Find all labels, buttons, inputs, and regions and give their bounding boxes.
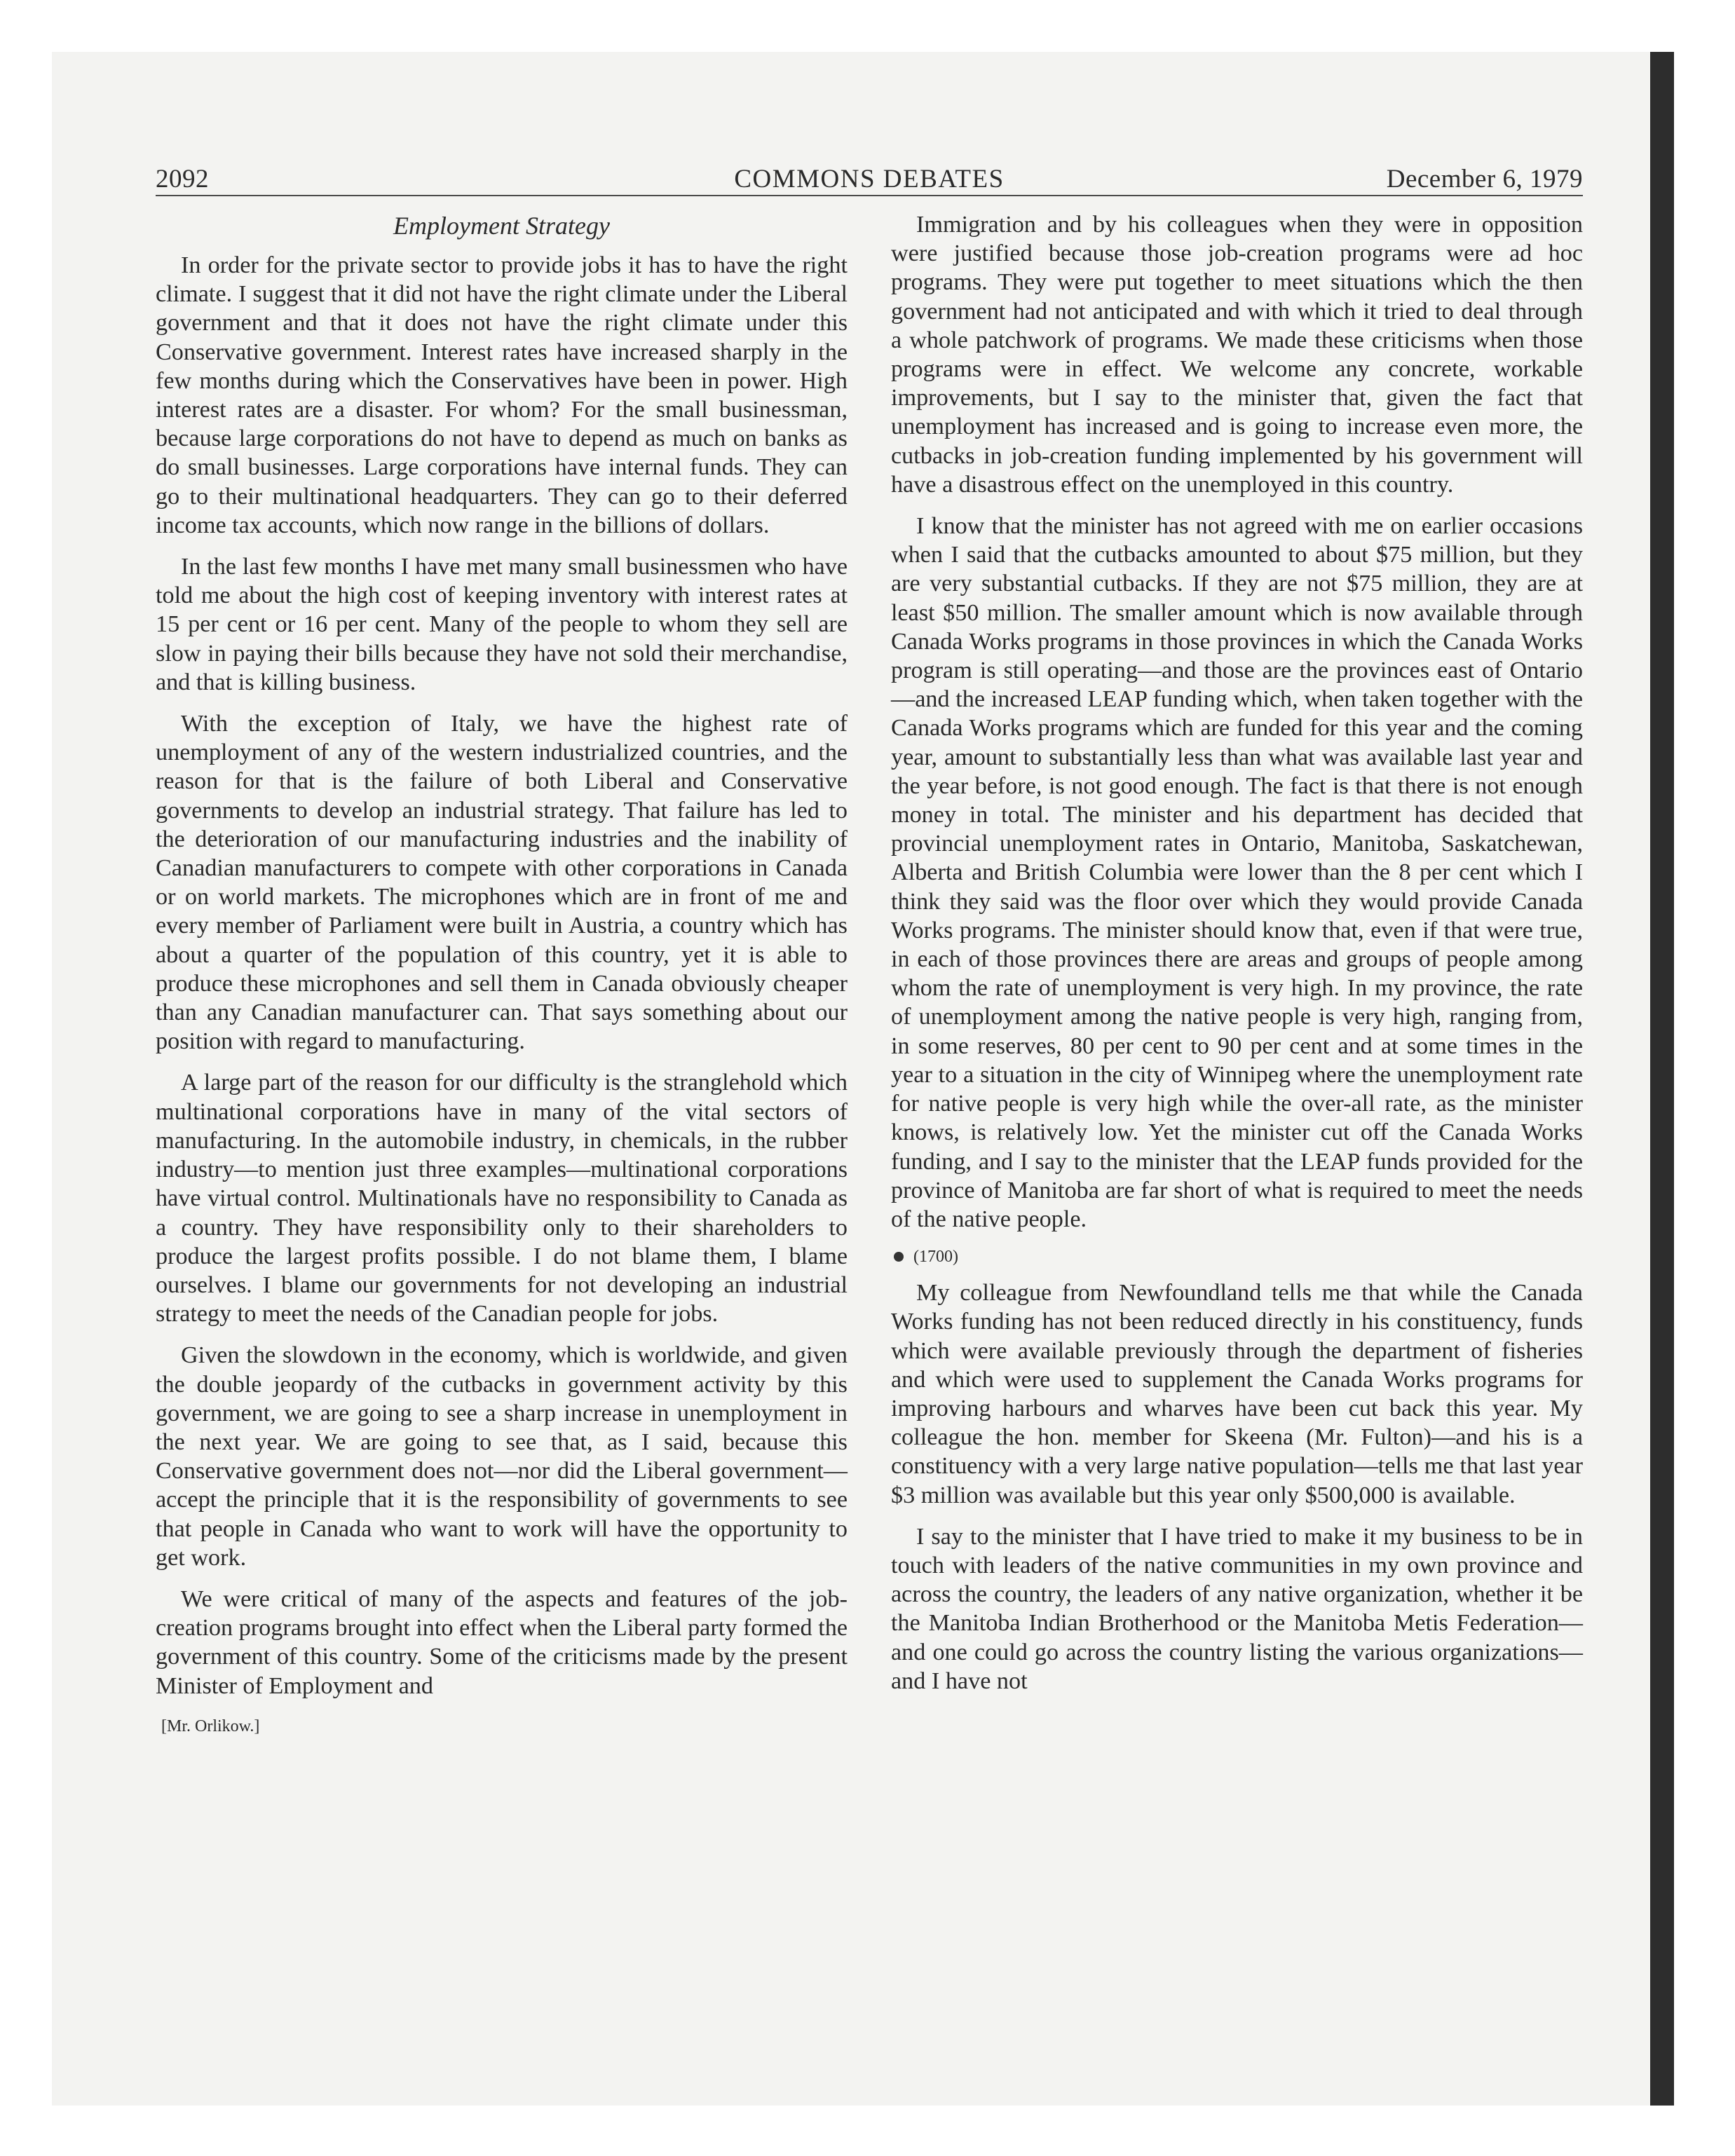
- page-date: December 6, 1979: [1386, 165, 1583, 193]
- right-column: [891, 210, 1583, 1708]
- paragraph: My colleague from Newfoundland tells me that while the Canada Works funding has not been reduced directly in his constituency, funds which were available previously through the department of fisheries and which were used to supplement the Canada Works programs for improving harbours and wharves have been cut back this year. My colleague the hon. member for Skeena (Mr. Fulton)—and his is a constituency with a very large native population—tells me that last year $3 million was available but this year only $500,000 is available.: [891, 1280, 1583, 1508]
- time-marker: [894, 1246, 1583, 1267]
- paragraph: With the exception of Italy, we have the highest rate of unemployment of any of the western industrialized countries, and the reason for that is the failure of both Liberal and Conservative governments to develop an industrial strategy. That failure has led to the deterioration of our manufacturing industries and the inability of Canadian manufacturers to compete with other corporations in Canada or on world markets. The microphones which are in front of me and every member of Parliament were built in Austria, a country which has about a quarter of the population of this country, yet it is able to produce these microphones and sell them in Canada obviously cheaper than any Canadian manufacturer can. That says something about our position with regard to manufacturing.: [156, 711, 848, 1055]
- publication-title: COMMONS DEBATES: [734, 165, 1005, 193]
- paragraph: In the last few months I have met many small businessmen who have told me about the high cost of keeping inventory with interest rates at 15 per cent or 16 per cent. Many of the people to whom they sell are slow in paying their bills because they have not sold their merchandise, and that is killing business.: [156, 554, 848, 695]
- page-header: [156, 160, 1583, 199]
- paragraph: I know that the minister has not agreed with me on earlier occasions when I said that the cutbacks amounted to about $75 million, but they are very substantial cutbacks. If they are not $75 million, they are at least $50 million. The smaller amount which is now available through Canada Works programs in those provinces in which the Canada Works program is still operating—and those are the provinces east of Ontario—and the increased LEAP funding which, when taken together with the Canada Works programs which are funded for this year and the coming year, amount to substantially less than what was available last year and the year before, is not good enough. The fact is that there is not enough money in total. The minister and his department has decided that provincial unemployment rates in Ontario, Manitoba, Saskatchewan, Alberta and British Columbia were lower than the 8 per cent which I think they said was the floor over which they would provide Canada Works programs. The minister should know that, even if that were true, in each of those provinces there are areas and groups of people among whom the rate of unemployment is very high. In my province, the rate of unemployment among the native people is very high, ranging from, in some reserves, 80 per cent to 90 per cent and at some times in the year to a situation in the city of Winnipeg where the unemployment rate for native people is very high while the over-all rate, as the minister knows, is relatively low. Yet the minister cut off the Canada Works funding, and I say to the minister that the LEAP funds provided for the province of Manitoba are far short of what is required to meet the needs of the native people.: [891, 513, 1583, 1232]
- page-number: 2092: [156, 165, 209, 193]
- speaker-note: [Mr. Orlikow.]: [161, 1717, 260, 1735]
- section-heading: Employment Strategy: [393, 212, 610, 240]
- paragraph: A large part of the reason for our difficulty is the stranglehold which multinational corporations have in many of the vital sectors of manufacturing. In the automobile industry, in chemicals, in the rubber industry—to mention just three examples—multinational corporations have virtual control. Multinationals have no responsibility to Canada as a country. They have responsibility only to their shareholders to produce the largest profits possible. I do not blame them, I blame ourselves. I blame our governments for not developing an industrial strategy to meet the needs of the Canadian people for jobs.: [156, 1070, 848, 1328]
- paragraph: Immigration and by his colleagues when they were in opposition were justified because those job-creation programs were ad hoc programs. They were put together to meet situations which the then government had not anticipated and with which it tried to deal through a whole patchwork of programs. We made these criticisms when those programs were in effect. We welcome any concrete, workable improvements, but I say to the minister that, given the fact that unemployment has increased and is going to increase even more, the cutbacks in job-creation funding implemented by his government will have a disastrous effect on the unemployed in this country.: [891, 212, 1583, 498]
- paragraph: I say to the minister that I have tried to make it my business to be in touch with leaders of the native communities in my own province and across the country, the leaders of any native organization, whether it be the Manitoba Indian Brotherhood or the Manitoba Metis Federation—and one could go across the country listing the various organizations—and I have not: [891, 1523, 1583, 1694]
- paragraph: In order for the private sector to provide jobs it has to have the right climate. I suggest that it did not have the right climate under the Liberal government and that it does not have the right climate under this Conservative government. Interest rates have increased sharply in the few months during which the Conservatives have been in power. High interest rates are a disaster. For whom? For the small businessman, because large corporations do not have to depend as much on banks as do small businesses. Large corporations have internal funds. They can go to their multinational headquarters. They can go to their deferred income tax accounts, which now range in the billions of dollars.: [156, 252, 848, 538]
- bullet-dot-icon: [894, 1252, 904, 1262]
- scan-edge-shadow: [1650, 52, 1674, 2106]
- time-marker-label: (1700): [913, 1248, 958, 1267]
- paragraph: We were critical of many of the aspects and features of the job-creation programs brought into effect when the Liberal party formed the government of this country. Some of the criticisms made by the present Minister of Employment and: [156, 1585, 848, 1699]
- paragraph: Given the slowdown in the economy, which is worldwide, and given the double jeopardy of the cutbacks in government activity by this government, we are going to see a sharp increase in unemployment in the next year. We are going to see that, as I said, because this Conservative government does not—nor did the Liberal government—accept the principle that it is the responsibility of governments to see that people in Canada who want to work will have the opportunity to get work.: [156, 1342, 848, 1571]
- header-rule: [156, 195, 1583, 196]
- left-column: [156, 210, 848, 1737]
